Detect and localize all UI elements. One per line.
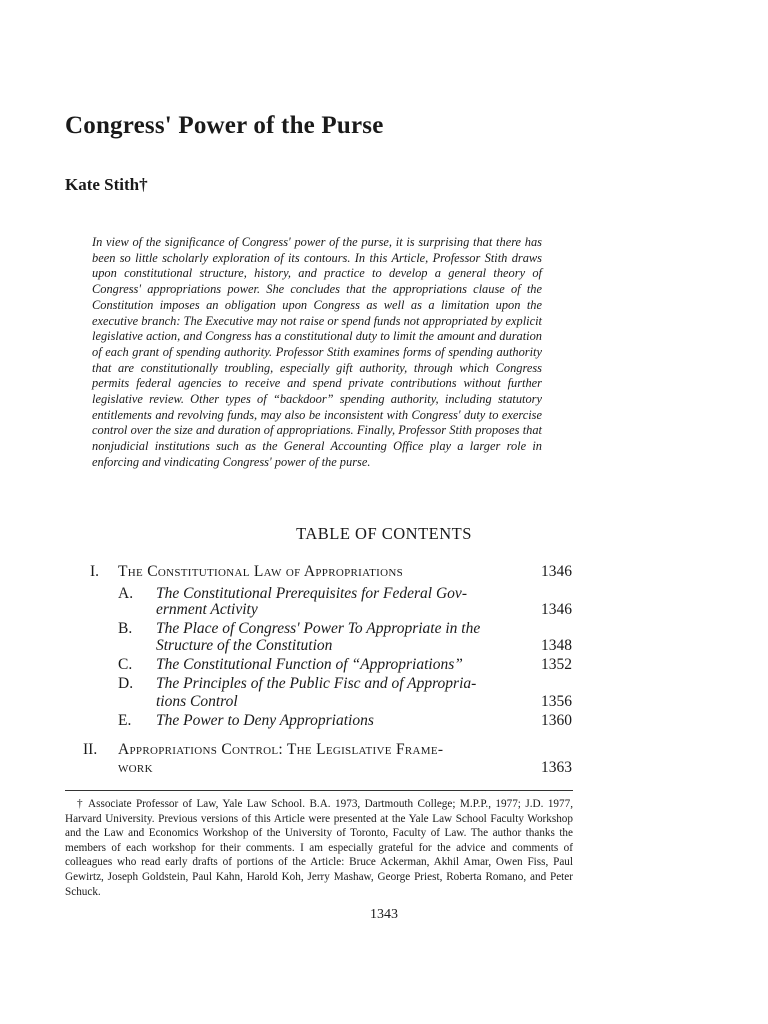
footnote-divider xyxy=(65,790,573,791)
toc-entry-page: 1352 xyxy=(541,656,572,673)
toc-entry-number: II. xyxy=(83,741,98,758)
toc-entry-number: E. xyxy=(118,712,132,729)
footnote: † Associate Professor of Law, Yale Law School. B.A. 1973, Dartmouth College; M.P.P., 1977; J.D. 1977, Harvard University. Previous versions of this Article were presented at the Yale Law School Faculty Workshop and the Law and Economics Workshop of the University of Toronto, Faculty of Law. The author thanks the members of each workshop for their comments. I am especially grateful for the advice and comments of colleagues who read early drafts of portions of the Article: Bruce Ackerman, Akhil Amar, Owen Fiss, Paul Gewirtz, Joseph Goldstein, Paul Kahn, Harold Koh, Jerry Mashaw, George Priest, Roberta Romano, and Peter Schuck. xyxy=(65,798,573,898)
toc-entry-title-cont: ernment Activity xyxy=(156,601,258,618)
toc-entry-title-cont: work xyxy=(118,759,153,776)
toc-entry-page: 1363 xyxy=(541,759,572,776)
toc-heading: TABLE OF CONTENTS xyxy=(296,524,472,543)
toc-entry-number: C. xyxy=(118,656,133,673)
toc-entry-title-cont: Structure of the Constitution xyxy=(156,637,333,654)
toc-entry-page: 1356 xyxy=(541,693,572,710)
toc-entry-title: The Constitutional Prerequisites for Federal Gov- xyxy=(156,585,467,602)
toc-entry-page: 1346 xyxy=(541,601,572,618)
toc-entry-number: B. xyxy=(118,620,133,637)
toc-entry-page: 1346 xyxy=(541,563,572,580)
toc-entry-number: A. xyxy=(118,585,134,602)
toc-entry-title: The Place of Congress' Power To Appropriate in the xyxy=(156,620,481,637)
toc-entry-title: The Constitutional Law of Appropriations xyxy=(118,563,404,580)
toc-entry-title: The Power to Deny Appropriations xyxy=(156,712,374,729)
toc-entry-title: Appropriations Control: The Legislative Frame- xyxy=(118,741,444,758)
article-author: Kate Stith† xyxy=(65,175,148,194)
toc-entry-page: 1360 xyxy=(541,712,572,729)
article-title: Congress' Power of the Purse xyxy=(65,112,384,139)
toc-entry-number: D. xyxy=(118,675,134,692)
toc-entry-number: I. xyxy=(90,563,100,580)
toc-entry-title: The Principles of the Public Fisc and of Appropria- xyxy=(156,675,477,692)
toc-entry-title: The Constitutional Function of “Appropriations” xyxy=(156,656,463,673)
toc-entry-title-cont: tions Control xyxy=(156,693,238,710)
toc-entry-page: 1348 xyxy=(541,637,572,654)
article-abstract: In view of the significance of Congress' power of the purse, it is surprising that there has been so little scholarly exploration of its contours. In this Article, Professor Stith draws upon constitutional structure, history, and practice to develop a general theory of Congress' appropriations power. She concludes that the appropriations clause of the Constitution imposes an obligation upon Congress as well as a limitation upon the executive branch: The Executive may not raise or spend funds not appropriated by explicit legislative action, and Congress has a constitutional duty to limit the amount and duration of each grant of spending authority. Professor Stith examines forms of spending authority that are constitutionally troubling, especially gift authority, through which Congress permits federal agencies to receive and spend private contributions without further legislative review. Other types of “backdoor” spending authority, including statutory entitlements and revolving funds, may also be inconsistent with Congress' duty to exercise control over the size and duration of appropriations. Finally, Professor Stith proposes that nonjudicial institutions such as the General Accounting Office play a larger role in enforcing and vindicating Congress' power of the purse. xyxy=(92,235,542,469)
page-number: 1343 xyxy=(370,907,398,922)
